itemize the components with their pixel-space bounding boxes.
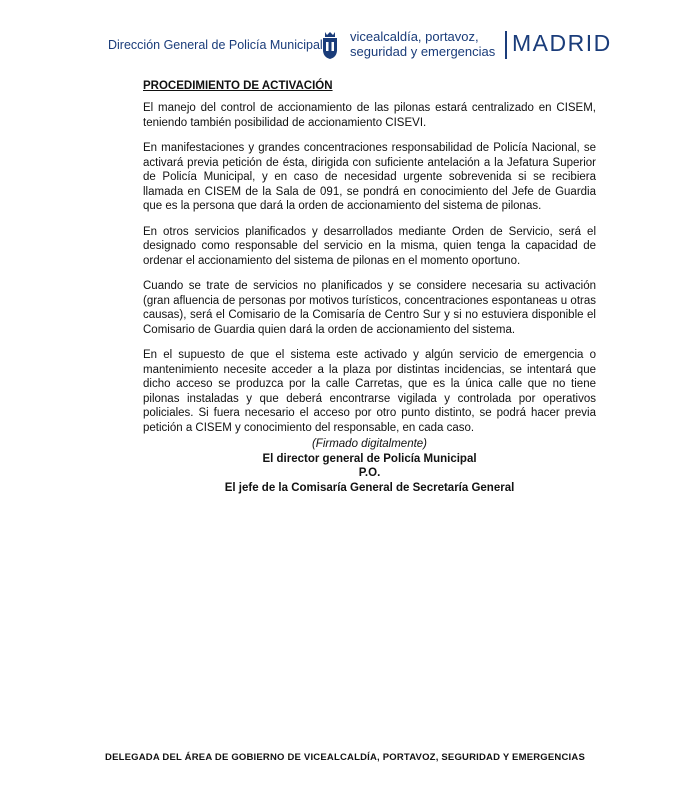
- vicealcaldia-line-1: vicealcaldía, portavoz,: [350, 29, 479, 44]
- delegate-signatory: El jefe de la Comisaría General de Secretaría General: [224, 481, 515, 494]
- section-title: PROCEDIMIENTO DE ACTIVACIÓN: [143, 80, 333, 92]
- department-name: Dirección General de Policía Municipal: [108, 38, 323, 52]
- madrid-logo: MADRID: [512, 30, 612, 56]
- digital-signature-note: (Firmado digitalmente): [311, 438, 428, 450]
- por-orden-label: P.O.: [358, 467, 381, 479]
- paragraph-3: En otros servicios planificados y desarrollados mediante Orden de Servicio, será el designado como responsable del servicio en la misma, quien tenga la capacidad de ordenar el accionamiento del sistema de pilonas en el momento oportuno.: [143, 225, 596, 267]
- document-body: [143, 80, 596, 446]
- header-divider: [505, 31, 507, 59]
- signature-block: [143, 437, 596, 495]
- paragraph-2: En manifestaciones y grandes concentraciones responsabilidad de Policía Nacional, se activará previa petición de ésta, dirigida con suficiente antelación a la Jefatura Superior de Policía Municipal, y en caso de necesidad urgente sobrevenida si se recibiera llamada en CISEM de la Sala de 091, se pondrá en conocimiento del Jefe de Guardia que es la persona que dará la orden de accionamiento del sistema de pilonas.: [143, 142, 596, 212]
- vicealcaldia-label: [350, 29, 495, 59]
- letterhead: [0, 28, 690, 64]
- paragraph-4: Cuando se trate de servicios no planificados y se considere necesaria su activación (gran afluencia de personas por motivos turísticos, concentraciones espontaneas u otras causas), será el Comisario de la Comisaría de Centro Sur y si no estuviera disponible el Comisario de Guardia quien dará la orden de accionamiento del sistema.: [143, 280, 596, 336]
- paragraph-1: El manejo del control de accionamiento de las pilonas estará centralizado en CISEM, teniendo también posibilidad de accionamiento CISEVI.: [143, 102, 596, 129]
- signatory-role: El director general de Policía Municipal: [262, 452, 477, 465]
- vicealcaldia-line-2: seguridad y emergencias: [350, 44, 496, 59]
- page-footer: DELEGADA DEL ÁREA DE GOBIERNO DE VICEALCALDÍA, PORTAVOZ, SEGURIDAD Y EMERGENCIAS: [105, 752, 585, 763]
- madrid-coat-of-arms-icon: [320, 30, 340, 60]
- paragraph-5: En el supuesto de que el sistema este activado y algún servicio de emergencia o mantenimiento necesite acceder a la plaza por distintas incidencias, se intentará que dicho acceso se produzca por la calle Carretas, que es la única calle que no tiene pilonas instaladas y que deberá encontrarse vigilada y controlada por operativos policiales. Si fuera necesario el acceso por otro punto distinto, se podrá hacer previa petición a CISEM y conocimiento del responsable, en cada caso.: [143, 349, 596, 434]
